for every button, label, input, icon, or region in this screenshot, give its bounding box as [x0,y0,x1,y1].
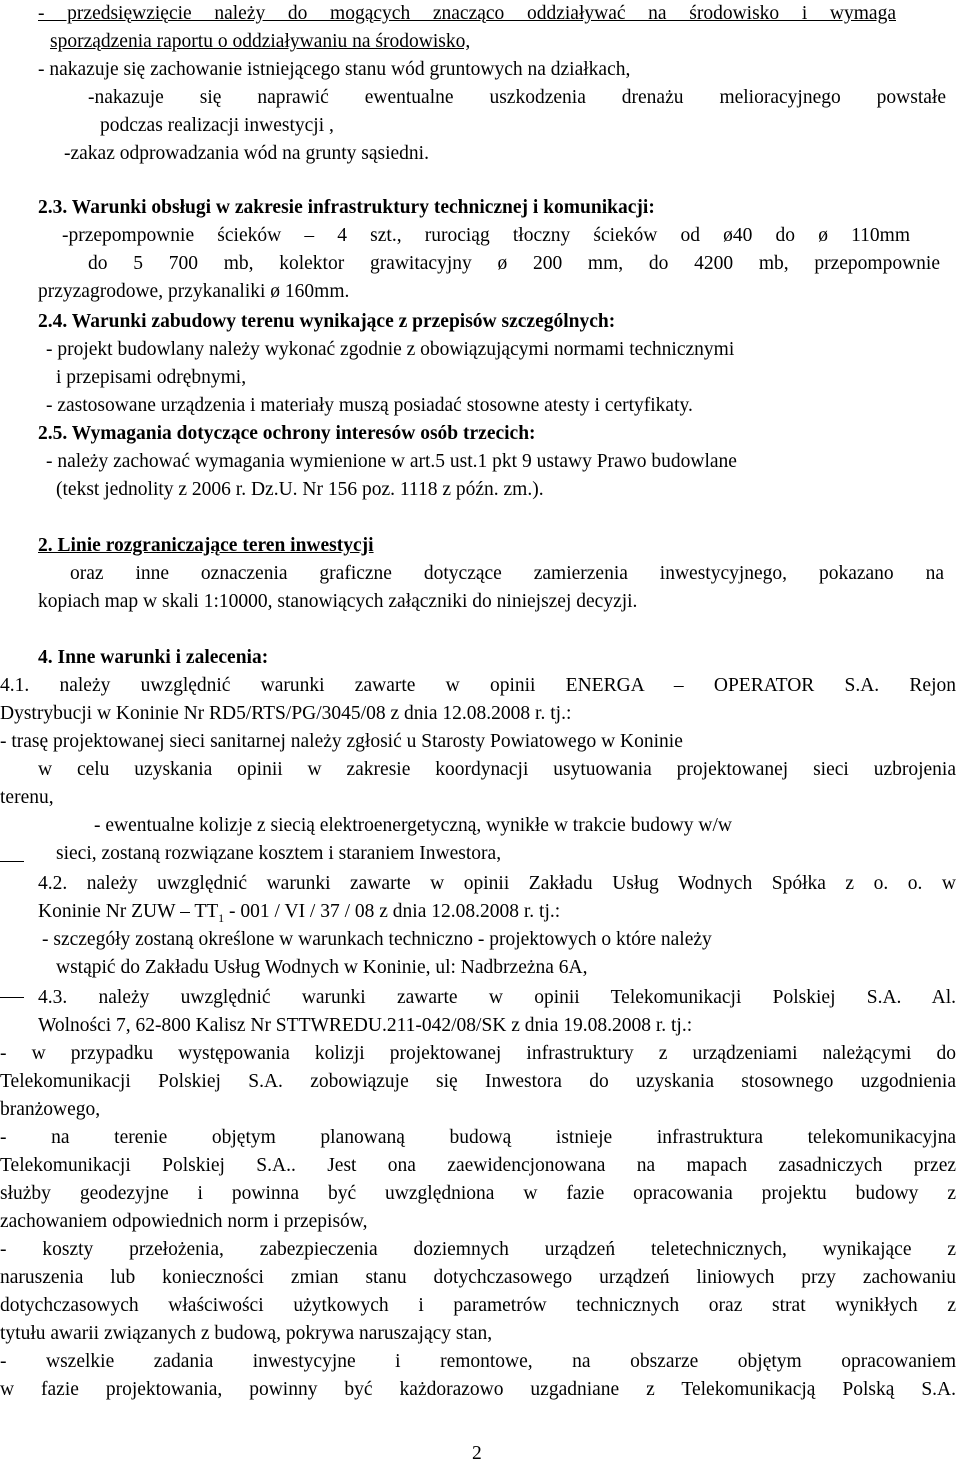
text-line: do 5 700 mb, kolektor grawitacyjny ø 200 mm, do 4200 mb, przepompownie [88,253,940,274]
text-line: - zastosowane urządzenia i materiały muszą posiadać stosowne atesty i certyfikaty. [46,395,693,416]
text-line: oraz inne oznaczenia graficzne dotyczące zamierzenia inwestycyjnego, pokazano na [70,563,944,584]
text-line: naruszenia lub konieczności zmian stanu dotychczasowego urządzeń liniowych przy zachowaniu [0,1267,956,1288]
text-line: Wolności 7, 62-800 Kalisz Nr STTWREDU.211-042/08/SK z dnia 19.08.2008 r. tj.: [38,1015,693,1036]
text-line: - wszelkie zadania inwestycyjne i remontowe, na obszarze objętym opracowaniem [0,1351,956,1372]
text-line: -przepompownie ścieków – 4 szt., rurociąg tłoczny ścieków od ø40 do ø 110mm [62,225,910,246]
text-line: dotychczasowych właściwości użytkowych i parametrów technicznych oraz strat wynikłych z [0,1295,956,1316]
text-line: - trasę projektowanej sieci sanitarnej należy zgłosić u Starosty Powiatowego w Koninie [0,731,683,752]
section-heading-2: 2. Linie rozgraniczające teren inwestycji [38,535,374,556]
text-line: (tekst jednolity z 2006 r. Dz.U. Nr 156 poz. 1118 z późn. zm.). [56,479,544,500]
text-line: 4.2. należy uwzględnić warunki zawarte w opinii Zakładu Usług Wodnych Spółka z o. o. w [38,873,956,894]
page-number: 2 [472,1443,482,1464]
text-line: 4.1. należy uwzględnić warunki zawarte w opinii ENERGA – OPERATOR S.A. Rejon [0,675,956,696]
text-line: tytułu awarii związanych z budową, pokrywa naruszający stan, [0,1323,493,1344]
text-line: służby geodezyjne i powinna być uwzględniona w fazie opracowania projektu budowy z [0,1183,956,1204]
section-heading-4: 4. Inne warunki i zalecenia: [38,647,269,668]
text-line: Telekomunikacji Polskiej S.A. zobowiązuje się Inwestora do uzyskania stosownego uzgodnienia [0,1071,956,1092]
text-line: Telekomunikacji Polskiej S.A.. Jest ona zaewidencjonowana na mapach zasadniczych przez [0,1155,956,1176]
section-heading-2-4: 2.4. Warunki zabudowy terenu wynikające z przepisów szczególnych: [38,311,616,332]
section-heading-2-5: 2.5. Wymagania dotyczące ochrony interesów osób trzecich: [38,423,536,444]
text-line: Dystrybucji w Koninie Nr RD5/RTS/PG/3045/08 z dnia 12.08.2008 r. tj.: [0,703,572,724]
text-line: branżowego, [0,1099,101,1120]
dash-bullet [0,861,24,862]
text-line: - w przypadku występowania kolizji projektowanej infrastruktury z urządzeniami należącymi do [0,1043,956,1064]
text-line: - nakazuje się zachowanie istniejącego stanu wód gruntowych na działkach, [38,59,631,80]
text-line: zachowaniem odpowiednich norm i przepisów, [0,1211,368,1232]
text-line: -nakazuje się naprawić ewentualne uszkodzenia drenażu melioracyjnego powstałe [88,87,946,108]
text-line: w fazie projektowania, powinny być każdorazowo uzgadniane z Telekomunikacją Polską S.A. [0,1379,956,1400]
text-line: - na terenie objętym planowaną budową istnieje infrastruktura telekomunikacyjna [0,1127,956,1148]
text-line: przyzagrodowe, przykanaliki ø 160mm. [38,281,350,302]
text-line: - projekt budowlany należy wykonać zgodnie z obowiązującymi normami technicznymi [46,339,735,360]
text-line: Koninie Nr ZUW – $TT_1 - 001$ / VI / 37 / 08 z dnia 12.08.2008 r. tj.: [38,901,561,925]
text-line: wstąpić do Zakładu Usług Wodnych w Koninie, ul: Nadbrzeżna 6A, [56,957,588,978]
text-line: - ewentualne kolizje z siecią elektroenergetyczną, wynikłe w trakcie budowy w/w [94,815,733,836]
section-heading-2-3: 2.3. Warunki obsługi w zakresie infrastruktury technicznej i komunikacji: [38,197,655,218]
text-line: - szczegóły zostaną określone w warunkach techniczno - projektowych o które należy [42,929,712,950]
text-line: sieci, zostaną rozwiązane kosztem i staraniem Inwestora, [56,843,502,864]
text-line: i przepisami odrębnymi, [56,367,247,388]
text-line: - należy zachować wymagania wymienione w art.5 ust.1 pkt 9 ustawy Prawo budowlane [46,451,737,472]
dash-bullet [0,997,24,998]
text-line: terenu, [0,787,54,808]
text-line: sporządzenia raportu o oddziaływaniu na środowisko, [50,31,471,52]
text-line: - przedsięwzięcie należy do mogących znacząco oddziaływać na środowisko i wymaga [38,3,896,24]
text-line: 4.3. należy uwzględnić warunki zawarte w opinii Telekomunikacji Polskiej S.A. Al. [38,987,956,1008]
text-line: w celu uzyskania opinii w zakresie koordynacji usytuowania projektowanej sieci uzbrojenia [38,759,956,780]
text-line: podczas realizacji inwestycji , [100,115,334,136]
text-line: -zakaz odprowadzania wód na grunty sąsiedni. [64,143,429,164]
text-line: - koszty przełożenia, zabezpieczenia doziemnych urządzeń teletechnicznych, wynikające z [0,1239,956,1260]
text-line: kopiach map w skali 1:10000, stanowiących załączniki do niniejszej decyzji. [38,591,638,612]
